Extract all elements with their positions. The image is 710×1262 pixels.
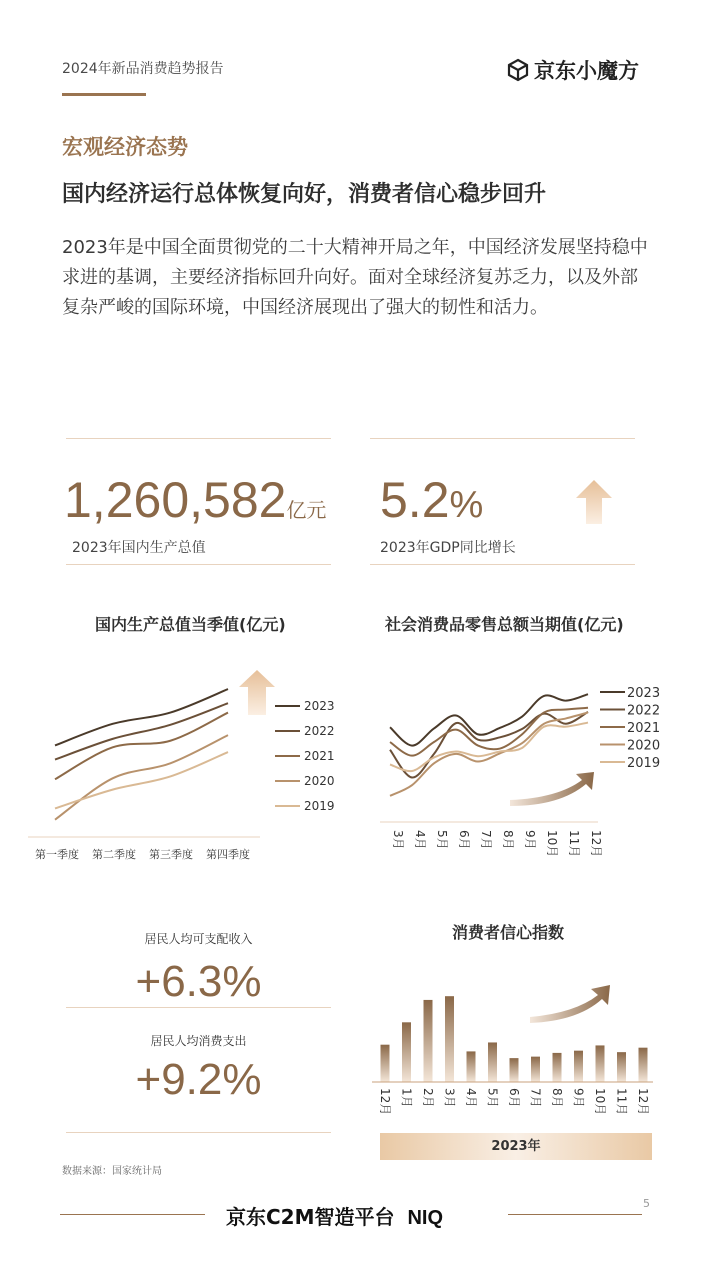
footer-brand: [226, 1201, 443, 1230]
title-underline: [62, 93, 146, 96]
x-tick-label: 5月: [435, 830, 449, 850]
legend-label-2020: 2020: [304, 774, 335, 788]
x-tick-label: 12月: [589, 830, 603, 858]
confidence-bar: [531, 1057, 540, 1082]
headline: 国内经济运行总体恢复向好，消费者信心稳步回升: [62, 182, 547, 207]
income-label: 居民人均可支配收入: [144, 932, 253, 946]
footer-brand-name: 京东C2M智造平台: [226, 1205, 395, 1229]
gdp-series-line-2023: [55, 689, 228, 745]
x-tick-label: 6月: [507, 1088, 521, 1108]
confidence-bar-chart: [370, 975, 670, 1130]
growth-stat: [380, 472, 484, 528]
x-tick-label: 第二季度: [92, 848, 136, 861]
cube-icon: [506, 58, 530, 82]
footer-divider: [508, 1214, 642, 1215]
retail-line-chart: [378, 670, 678, 870]
up-arrow-icon: [574, 478, 614, 526]
growth-caption: 2023年GDP同比增长: [380, 540, 516, 556]
divider: [66, 1132, 331, 1133]
gdp-series-line-2020: [55, 735, 228, 820]
year-label-bar: 2023年: [380, 1133, 652, 1160]
growth-value: 5.2: [380, 472, 450, 528]
legend-label-2023: 2023: [304, 699, 335, 713]
x-tick-label: 3月: [391, 830, 405, 850]
x-tick-label: 3月: [442, 1088, 457, 1108]
divider: [66, 564, 331, 565]
x-tick-label: 12月: [636, 1088, 650, 1116]
x-tick-label: 7月: [528, 1088, 543, 1108]
partner-logo: NIQ: [407, 1207, 444, 1229]
retail-chart-title: 社会消费品零售总额当期值(亿元): [385, 615, 624, 634]
brand-logo: [506, 55, 639, 85]
gdp-chart-title: 国内生产总值当季值(亿元): [95, 615, 286, 634]
divider: [370, 438, 635, 439]
income-value: +6.3%: [135, 957, 262, 1006]
x-tick-label: 7月: [479, 830, 493, 850]
x-tick-label: 第一季度: [35, 848, 79, 861]
gdp-caption: 2023年国内生产总值: [72, 540, 206, 556]
trend-arrow-icon: [530, 985, 610, 1023]
confidence-bar: [553, 1053, 562, 1082]
trend-arrow-icon: [510, 772, 594, 806]
intro-paragraph: 2023年是中国全面贯彻党的二十大精神开局之年，中国经济发展坚持稳中求进的基调，主要经济指标回升向好。面对全球经济复苏乏力，以及外部复杂严峻的国际环境，中国经济展现出了强大的韧性和活力。: [62, 237, 648, 318]
legend-label-2022: 2022: [304, 724, 335, 738]
confidence-bar: [639, 1048, 648, 1082]
legend-label-2023: 2023: [627, 686, 661, 701]
legend-label-2021: 2021: [627, 721, 661, 736]
legend-label-2020: 2020: [627, 738, 661, 754]
up-arrow-icon: [239, 670, 275, 715]
legend-label-2019: 2019: [304, 799, 335, 813]
x-tick-label: 4月: [413, 830, 427, 850]
legend-label-2019: 2019: [627, 756, 661, 771]
x-tick-label: 6月: [457, 830, 471, 850]
x-tick-label: 4月: [464, 1088, 478, 1108]
section-title: 宏观经济态势: [62, 135, 188, 159]
divider: [370, 564, 635, 565]
page-number: 5: [643, 1197, 650, 1210]
brand-name: 京东小魔方: [534, 59, 639, 83]
x-tick-label: 第四季度: [206, 848, 250, 861]
confidence-bar: [445, 996, 454, 1082]
x-tick-label: 11月: [567, 830, 581, 858]
confidence-bar: [510, 1058, 519, 1082]
x-tick-label: 8月: [550, 1088, 564, 1108]
gdp-line-chart: [20, 660, 350, 870]
x-tick-label: 9月: [523, 830, 537, 850]
x-tick-label: 9月: [571, 1088, 586, 1108]
data-source: 数据来源：国家统计局: [62, 1166, 162, 1177]
x-tick-label: 10月: [545, 830, 559, 858]
confidence-bar: [402, 1022, 411, 1082]
gdp-series-line-2022: [55, 703, 228, 759]
legend-label-2021: 2021: [304, 749, 335, 763]
report-title: 2024年新品消费趋势报告: [62, 61, 224, 77]
confidence-bar: [467, 1051, 476, 1082]
spending-label: 居民人均消费支出: [150, 1034, 247, 1048]
x-tick-label: 5月: [485, 1088, 500, 1108]
confidence-bar: [381, 1045, 390, 1082]
confidence-bar: [596, 1045, 605, 1082]
retail-series-line-2019: [390, 723, 588, 772]
confidence-bar: [617, 1052, 626, 1082]
gdp-unit: 亿元: [286, 498, 327, 522]
legend-label-2022: 2022: [627, 703, 661, 719]
x-tick-label: 11月: [614, 1088, 629, 1116]
x-tick-label: 10月: [593, 1088, 607, 1116]
spending-value: +9.2%: [135, 1055, 262, 1104]
divider: [66, 1007, 331, 1008]
confidence-chart-title: 消费者信心指数: [452, 923, 565, 942]
x-tick-label: 8月: [501, 830, 515, 850]
retail-series-line-2021: [390, 708, 588, 756]
x-tick-label: 1月: [399, 1088, 414, 1108]
x-tick-label: 2月: [421, 1088, 435, 1108]
gdp-value: 1,260,582: [64, 472, 287, 528]
gdp-stat: [64, 472, 327, 528]
growth-unit: %: [449, 484, 484, 526]
divider: [66, 438, 331, 439]
footer-divider: [60, 1214, 205, 1215]
x-tick-label: 第三季度: [149, 848, 193, 861]
confidence-bar: [488, 1042, 497, 1082]
confidence-bar: [424, 1000, 433, 1082]
confidence-bar: [574, 1051, 583, 1082]
x-tick-label: 12月: [378, 1088, 392, 1116]
gdp-series-line-2019: [55, 752, 228, 808]
